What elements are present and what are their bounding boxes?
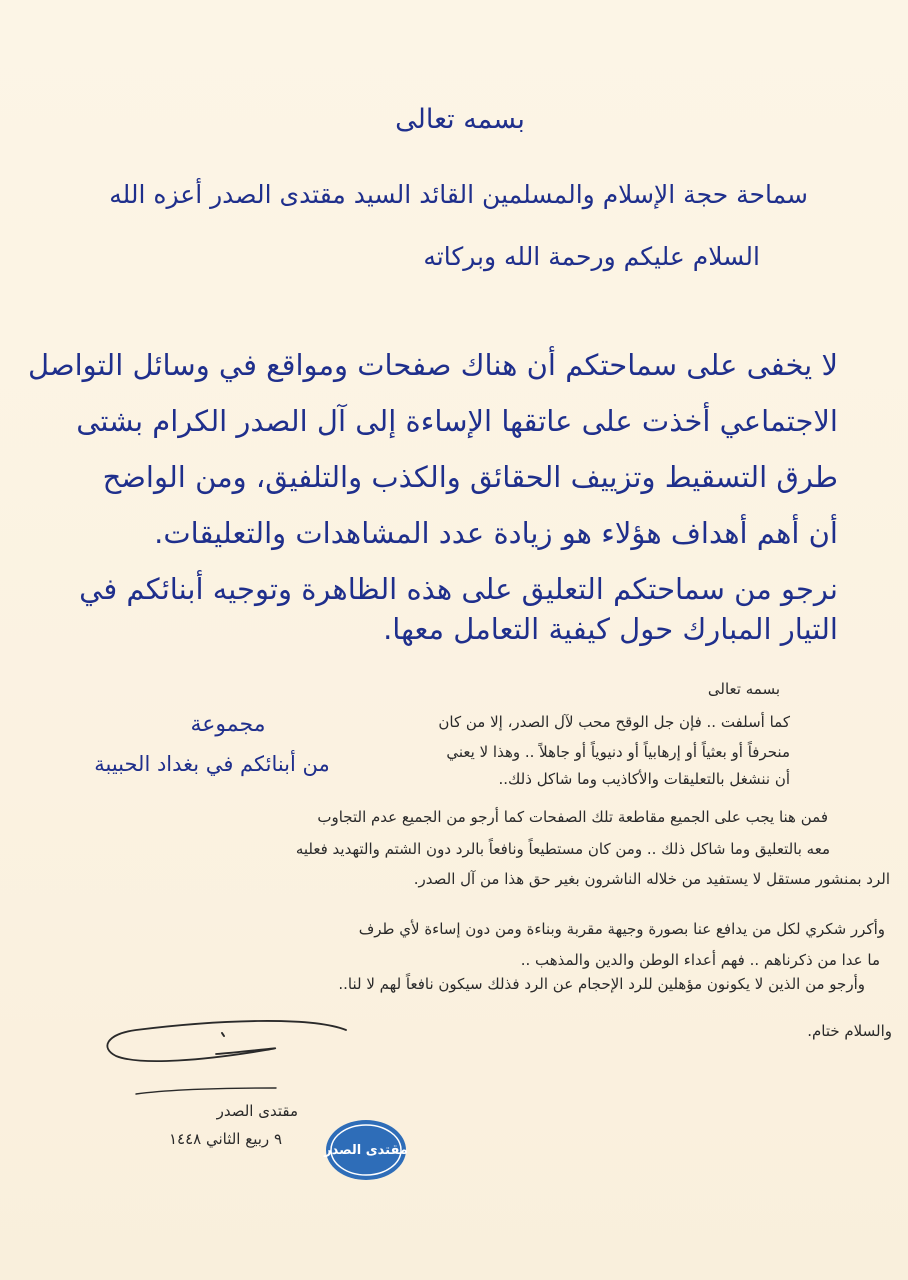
signature-date: ٩ ربيع الثاني ١٤٤٨ <box>168 1130 282 1148</box>
reply-line: فمن هنا يجب على الجميع مقاطعة تلك الصفحات كما أرجو من الجميع عدم التجاوب <box>317 808 828 826</box>
reply-line: ما عدا من ذكرناهم .. فهم أعداء الوطن والدين والمذهب .. <box>520 951 880 969</box>
reply-line: وأكرر شكري لكل من يدافع عنا بصورة وجيهة مقربة وبناءة ومن دون إساءة لأي طرف <box>358 920 885 938</box>
letter-body-line: أن أهم أهداف هؤلاء هو زيادة عدد المشاهدات والتعليقات. <box>154 516 838 550</box>
letter-addressee: سماحة حجة الإسلام والمسلمين القائد السيد مقتدى الصدر أعزه الله <box>109 180 808 209</box>
reply-line: وأرجو من الذين لا يكونون مؤهلين للرد الإحجام عن الرد فذلك سيكون نافعاً لهم لا لنا.. <box>338 975 865 993</box>
reply-line: الرد بمنشور مستقل لا يستفيد من خلاله الناشرون بغير حق هذا من آل الصدر. <box>413 870 890 888</box>
seal-text: مقتدى الصدر <box>324 1142 408 1158</box>
letter-body-line: التيار المبارك حول كيفية التعامل معها. <box>383 612 838 646</box>
letter-body-line: الاجتماعي أخذت على عاتقها الإساءة إلى آل الصدر الكرام بشتى <box>76 404 838 438</box>
letter-body-line: طرق التسقيط وتزييف الحقائق والكذب والتلفيق، ومن الواضح <box>102 460 838 494</box>
letter-greeting: السلام عليكم ورحمة الله وبركاته <box>423 242 760 271</box>
reply-line: معه بالتعليق وما شاكل ذلك .. ومن كان مستطيعاً ونافعاً بالرد دون الشتم والتهديد فعليه <box>295 840 830 858</box>
reply-line: منحرفاً أو بعثياً أو إرهابياً أو دنيوياً أو جاهلاً .. وهذا لا يعني <box>446 743 790 761</box>
letter-body-line: نرجو من سماحتكم التعليق على هذه الظاهرة وتوجيه أبنائكم في <box>79 572 838 606</box>
reply-basmala: بسمه تعالى <box>707 680 780 698</box>
letter-body-line: لا يخفى على سماحتكم أن هناك صفحات ومواقع في وسائل التواصل <box>28 348 838 382</box>
signature-name: مقتدى الصدر <box>216 1102 298 1120</box>
reply-line: أن ننشغل بالتعليقات والأكاذيب وما شاكل ذلك.. <box>498 770 790 788</box>
reply-closing: والسلام ختام. <box>807 1022 892 1040</box>
letter-basmala: بسمه تعالى <box>395 104 525 135</box>
letter-sender-group: مجموعة <box>190 712 266 737</box>
reply-line: كما أسلفت .. فإن جل الوقح محب لآل الصدر، إلا من كان <box>438 713 790 731</box>
official-seal <box>324 1118 408 1182</box>
letter-sender-origin: من أبنائكم في بغداد الحبيبة <box>94 752 330 776</box>
